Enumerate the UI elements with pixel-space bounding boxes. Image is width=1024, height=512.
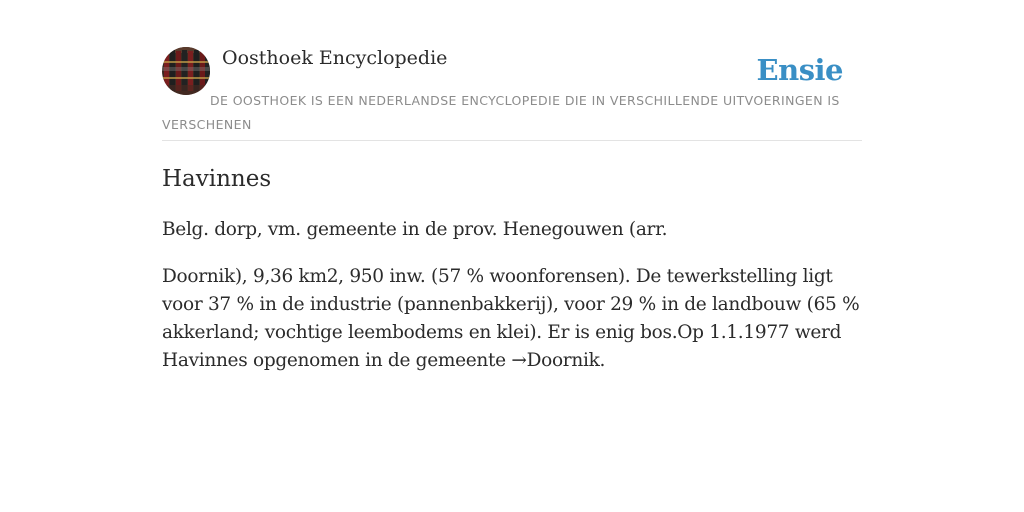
bookshelf-icon (162, 47, 210, 95)
article (162, 160, 862, 375)
avatar[interactable] (162, 47, 210, 95)
brand-logo[interactable]: Ensie (756, 53, 843, 87)
source-title[interactable]: Oosthoek Encyclopedie (222, 47, 448, 69)
article-paragraph: Belg. dorp, vm. gemeente in de prov. Henegouwen (arr. (162, 219, 668, 240)
article-paragraph: Doornik), 9,36 km2, 950 inw. (57 % woonforensen). De tewerkstelling ligt voor 37 % in de industrie (pannenbakkerij), voor 29 % in de landbouw (65 % akkerland; vochtige leembodems en klei). Er is enig bos.Op 1.1.1977 werd Havinnes opgenomen in de gemeente →Doornik. (162, 266, 860, 371)
article-title: Havinnes (162, 166, 272, 192)
source-header (162, 46, 862, 141)
source-description: DE OOSTHOEK IS EEN NEDERLANDSE ENCYCLOPEDIE DIE IN VERSCHILLENDE UITVOERINGEN IS VERSCHENEN (162, 93, 840, 132)
